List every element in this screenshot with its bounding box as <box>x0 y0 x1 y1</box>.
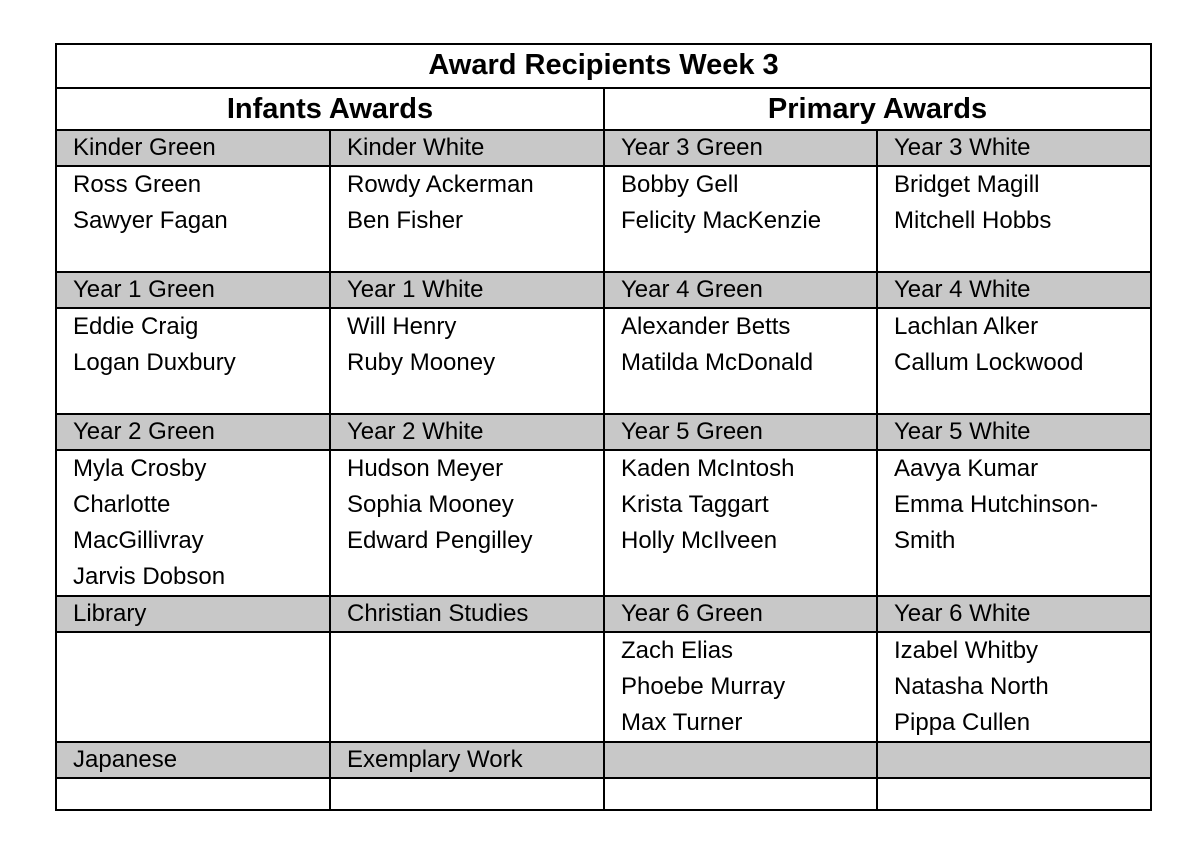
recipient-name: Kaden McIntosh <box>621 455 795 482</box>
recipients-cell <box>330 778 604 810</box>
category-row <box>56 272 1151 308</box>
recipients-cell <box>56 308 330 414</box>
recipients-cell <box>330 632 604 742</box>
recipient-list <box>621 633 876 741</box>
recipient-name: Will Henry <box>347 313 457 340</box>
category-label: Exemplary Work <box>330 742 604 778</box>
category-label: Year 3 Green <box>604 130 877 166</box>
recipients-cell <box>877 778 1151 810</box>
recipients-cell <box>330 166 604 272</box>
section-heading-infants: Infants Awards <box>56 88 604 130</box>
recipient-list <box>73 167 329 239</box>
recipient-name: MacGillivray <box>73 527 204 554</box>
recipient-list <box>894 451 1150 559</box>
category-label: Kinder Green <box>56 130 330 166</box>
recipient-name: Rowdy Ackerman <box>347 171 534 198</box>
recipient-name: Pippa Cullen <box>894 709 1031 736</box>
recipient-list <box>347 451 603 559</box>
recipient-name: Zach Elias <box>621 637 734 664</box>
category-label: Year 6 Green <box>604 596 877 632</box>
recipients-cell <box>604 166 877 272</box>
recipients-cell <box>56 632 330 742</box>
recipient-name: Felicity MacKenzie <box>621 207 822 234</box>
recipient-name: Holly McIlveen <box>621 527 778 554</box>
recipient-name: Bridget Magill <box>894 171 1040 198</box>
recipients-cell <box>330 308 604 414</box>
recipient-name: Mitchell Hobbs <box>894 207 1052 234</box>
recipient-name: Ben Fisher <box>347 207 464 234</box>
category-label: Library <box>56 596 330 632</box>
category-label: Year 1 White <box>330 272 604 308</box>
recipient-name: Hudson Meyer <box>347 455 504 482</box>
recipient-list <box>347 309 603 381</box>
recipient-name: Aavya Kumar <box>894 455 1039 482</box>
recipients-cell <box>604 308 877 414</box>
recipients-cell <box>877 632 1151 742</box>
category-label: Year 4 White <box>877 272 1151 308</box>
recipients-cell <box>604 778 877 810</box>
recipient-name: Sophia Mooney <box>347 491 514 518</box>
recipient-name: Lachlan Alker <box>894 313 1039 340</box>
category-label: Japanese <box>56 742 330 778</box>
recipient-name: Charlotte <box>73 491 171 518</box>
recipient-name: Max Turner <box>621 709 743 736</box>
recipient-name: Bobby Gell <box>621 171 739 198</box>
recipients-cell <box>604 450 877 596</box>
recipient-list <box>73 451 329 595</box>
category-row <box>56 130 1151 166</box>
category-label: Year 5 Green <box>604 414 877 450</box>
category-row <box>56 596 1151 632</box>
recipients-cell <box>56 166 330 272</box>
category-row <box>56 414 1151 450</box>
names-row <box>56 308 1151 414</box>
recipients-cell <box>604 632 877 742</box>
recipient-name: Ruby Mooney <box>347 349 496 376</box>
table-title: Award Recipients Week 3 <box>56 44 1151 88</box>
recipient-list <box>73 309 329 381</box>
category-label: Year 3 White <box>877 130 1151 166</box>
recipient-name: Eddie Craig <box>73 313 199 340</box>
recipient-name: Edward Pengilley <box>347 527 533 554</box>
recipients-cell <box>330 450 604 596</box>
recipient-name: Emma Hutchinson- <box>894 491 1099 518</box>
names-row <box>56 450 1151 596</box>
recipient-name: Smith <box>894 527 956 554</box>
category-row <box>56 742 1151 778</box>
category-label: Year 4 Green <box>604 272 877 308</box>
category-label: Christian Studies <box>330 596 604 632</box>
recipients-cell <box>56 450 330 596</box>
recipient-name: Sawyer Fagan <box>73 207 228 234</box>
category-label: Year 1 Green <box>56 272 330 308</box>
names-row <box>56 632 1151 742</box>
category-label: Year 2 Green <box>56 414 330 450</box>
recipients-cell <box>877 166 1151 272</box>
recipient-list <box>347 167 603 239</box>
recipient-name: Myla Crosby <box>73 455 207 482</box>
category-label <box>877 742 1151 778</box>
recipient-list <box>894 167 1150 239</box>
recipient-name: Krista Taggart <box>621 491 769 518</box>
category-label: Year 6 White <box>877 596 1151 632</box>
recipient-name: Callum Lockwood <box>894 349 1084 376</box>
section-row <box>56 88 1151 130</box>
recipient-name: Phoebe Murray <box>621 673 786 700</box>
recipient-name: Ross Green <box>73 171 202 198</box>
recipient-name: Matilda McDonald <box>621 349 814 376</box>
recipient-list <box>894 309 1150 381</box>
recipients-cell <box>877 308 1151 414</box>
recipient-list <box>621 451 876 559</box>
names-row <box>56 166 1151 272</box>
recipient-list <box>621 167 876 239</box>
award-recipients-table <box>55 43 1152 811</box>
recipient-name: Izabel Whitby <box>894 637 1039 664</box>
section-heading-primary: Primary Awards <box>604 88 1151 130</box>
recipients-cell <box>56 778 330 810</box>
category-label <box>604 742 877 778</box>
names-row <box>56 778 1151 810</box>
recipient-list <box>621 309 876 381</box>
recipient-name: Natasha North <box>894 673 1049 700</box>
recipient-name: Logan Duxbury <box>73 349 236 376</box>
category-label: Year 2 White <box>330 414 604 450</box>
category-label: Kinder White <box>330 130 604 166</box>
recipients-cell <box>877 450 1151 596</box>
recipient-list <box>894 633 1150 741</box>
title-row <box>56 44 1151 88</box>
category-label: Year 5 White <box>877 414 1151 450</box>
recipient-name: Jarvis Dobson <box>73 563 226 590</box>
recipient-name: Alexander Betts <box>621 313 791 340</box>
